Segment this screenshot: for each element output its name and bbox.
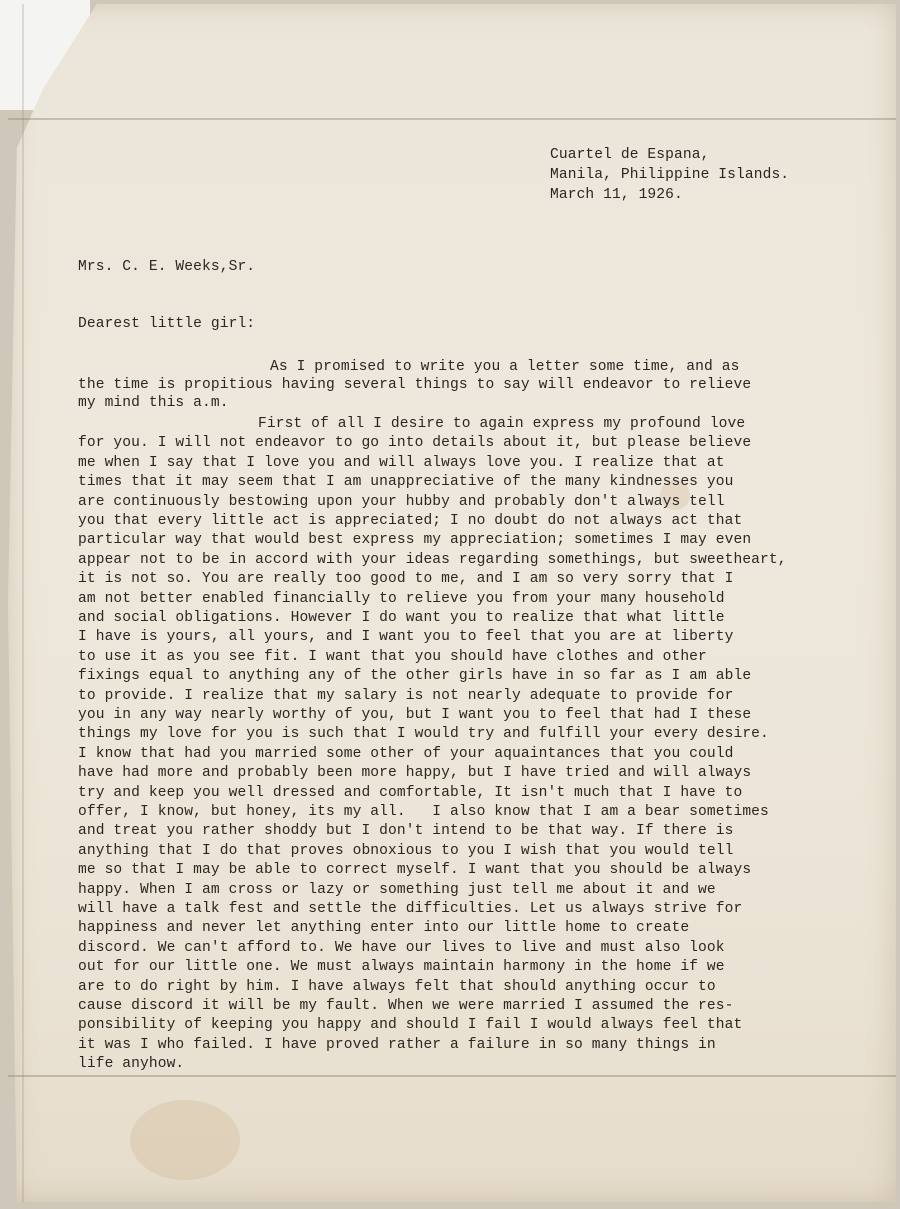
text-line: have had more and probably been more happy, but I have tried and will always	[78, 765, 752, 782]
text-line: discord. We can't afford to. We have our lives to live and must also look	[78, 939, 725, 956]
text-line: to provide. I realize that my salary is not nearly adequate to provide for	[78, 687, 734, 704]
text-line: you in any way nearly worthy of you, but I want you to feel that had I these	[78, 707, 752, 723]
text-line: am not better enabled financially to relieve you from your many household	[78, 590, 725, 607]
text-line: life anyhow.	[78, 1056, 185, 1073]
text-line: are continuously bestowing upon your hubby and probably don't always tell	[78, 493, 725, 510]
text-line: offer, I know, but honey, its my all. I also know that I am a bear sometimes	[78, 804, 769, 820]
text-line: times that it may seem that I am unappreciative of the many kindnesses you	[78, 474, 734, 491]
text-line: to use it as you see fit. I want that you should have clothes and other	[78, 648, 707, 665]
text-line: ponsibility of keeping you happy and should I fail I would always feel that	[78, 1017, 743, 1034]
text-line: appear not to be in accord with your ideas regarding somethings, but sweetheart,	[78, 551, 787, 568]
text-line: me so that I may be able to correct myself. I want that you should be always	[78, 862, 752, 879]
text-line: cause discord it will be my fault. When we were married I assumed the res-	[78, 998, 734, 1014]
text-line: First of all I desire to again express my profound love	[258, 416, 746, 432]
address-line: Manila, Philippine Islands.	[550, 167, 790, 183]
text-line: me when I say that I love you and will always love you. I realize that at	[78, 454, 725, 471]
text-line: try and keep you well dressed and comfortable, It isn't much that I have to	[78, 784, 743, 801]
text-line: anything that I do that proves obnoxious to you I wish that you would tell	[78, 842, 734, 859]
text-line: things my love for you is such that I would try and fulfill your every desire.	[78, 726, 769, 743]
text-line: my mind this a.m.	[78, 395, 229, 411]
recipient-name: Mrs. C. E. Weeks,Sr.	[78, 259, 256, 275]
salutation: Dearest little girl:	[78, 316, 256, 332]
text-line: As I promised to write you a letter some time, and as	[270, 359, 740, 375]
text-line: I know that had you married some other of your aquaintances that you could	[78, 745, 734, 762]
text-line: the time is propitious having several things to say will endeavor to relieve	[78, 377, 752, 393]
text-line: I have is yours, all yours, and I want you to feel that you are at liberty	[78, 629, 734, 646]
text-line: happiness and never let anything enter into our little home to create	[78, 920, 690, 937]
text-line: you that every little act is appreciated; I no doubt do not always act that	[78, 513, 743, 529]
text-line: and social obligations. However I do want you to realize that what little	[78, 610, 725, 626]
text-line: will have a talk fest and settle the difficulties. Let us always strive for	[78, 901, 743, 917]
text-line: it was I who failed. I have proved rather a failure in so many things in	[78, 1036, 716, 1053]
text-line: out for our little one. We must always maintain harmony in the home if we	[78, 959, 725, 976]
letter-date: March 11, 1926.	[550, 187, 683, 203]
text-line: fixings equal to anything any of the other girls have in so far as I am able	[78, 668, 752, 685]
text-line: particular way that would best express my appreciation; sometimes I may even	[78, 532, 752, 549]
text-line: for you. I will not endeavor to go into details about it, but please believe	[78, 435, 752, 452]
address-line: Cuartel de Espana,	[550, 147, 710, 163]
text-line: it is not so. You are really too good to me, and I am so very sorry that I	[78, 571, 734, 588]
text-line: and treat you rather shoddy but I don't intend to be that way. If there is	[78, 823, 734, 840]
text-line: are to do right by him. I have always felt that should anything occur to	[78, 978, 716, 995]
text-line: happy. When I am cross or lazy or something just tell me about it and we	[78, 881, 716, 898]
